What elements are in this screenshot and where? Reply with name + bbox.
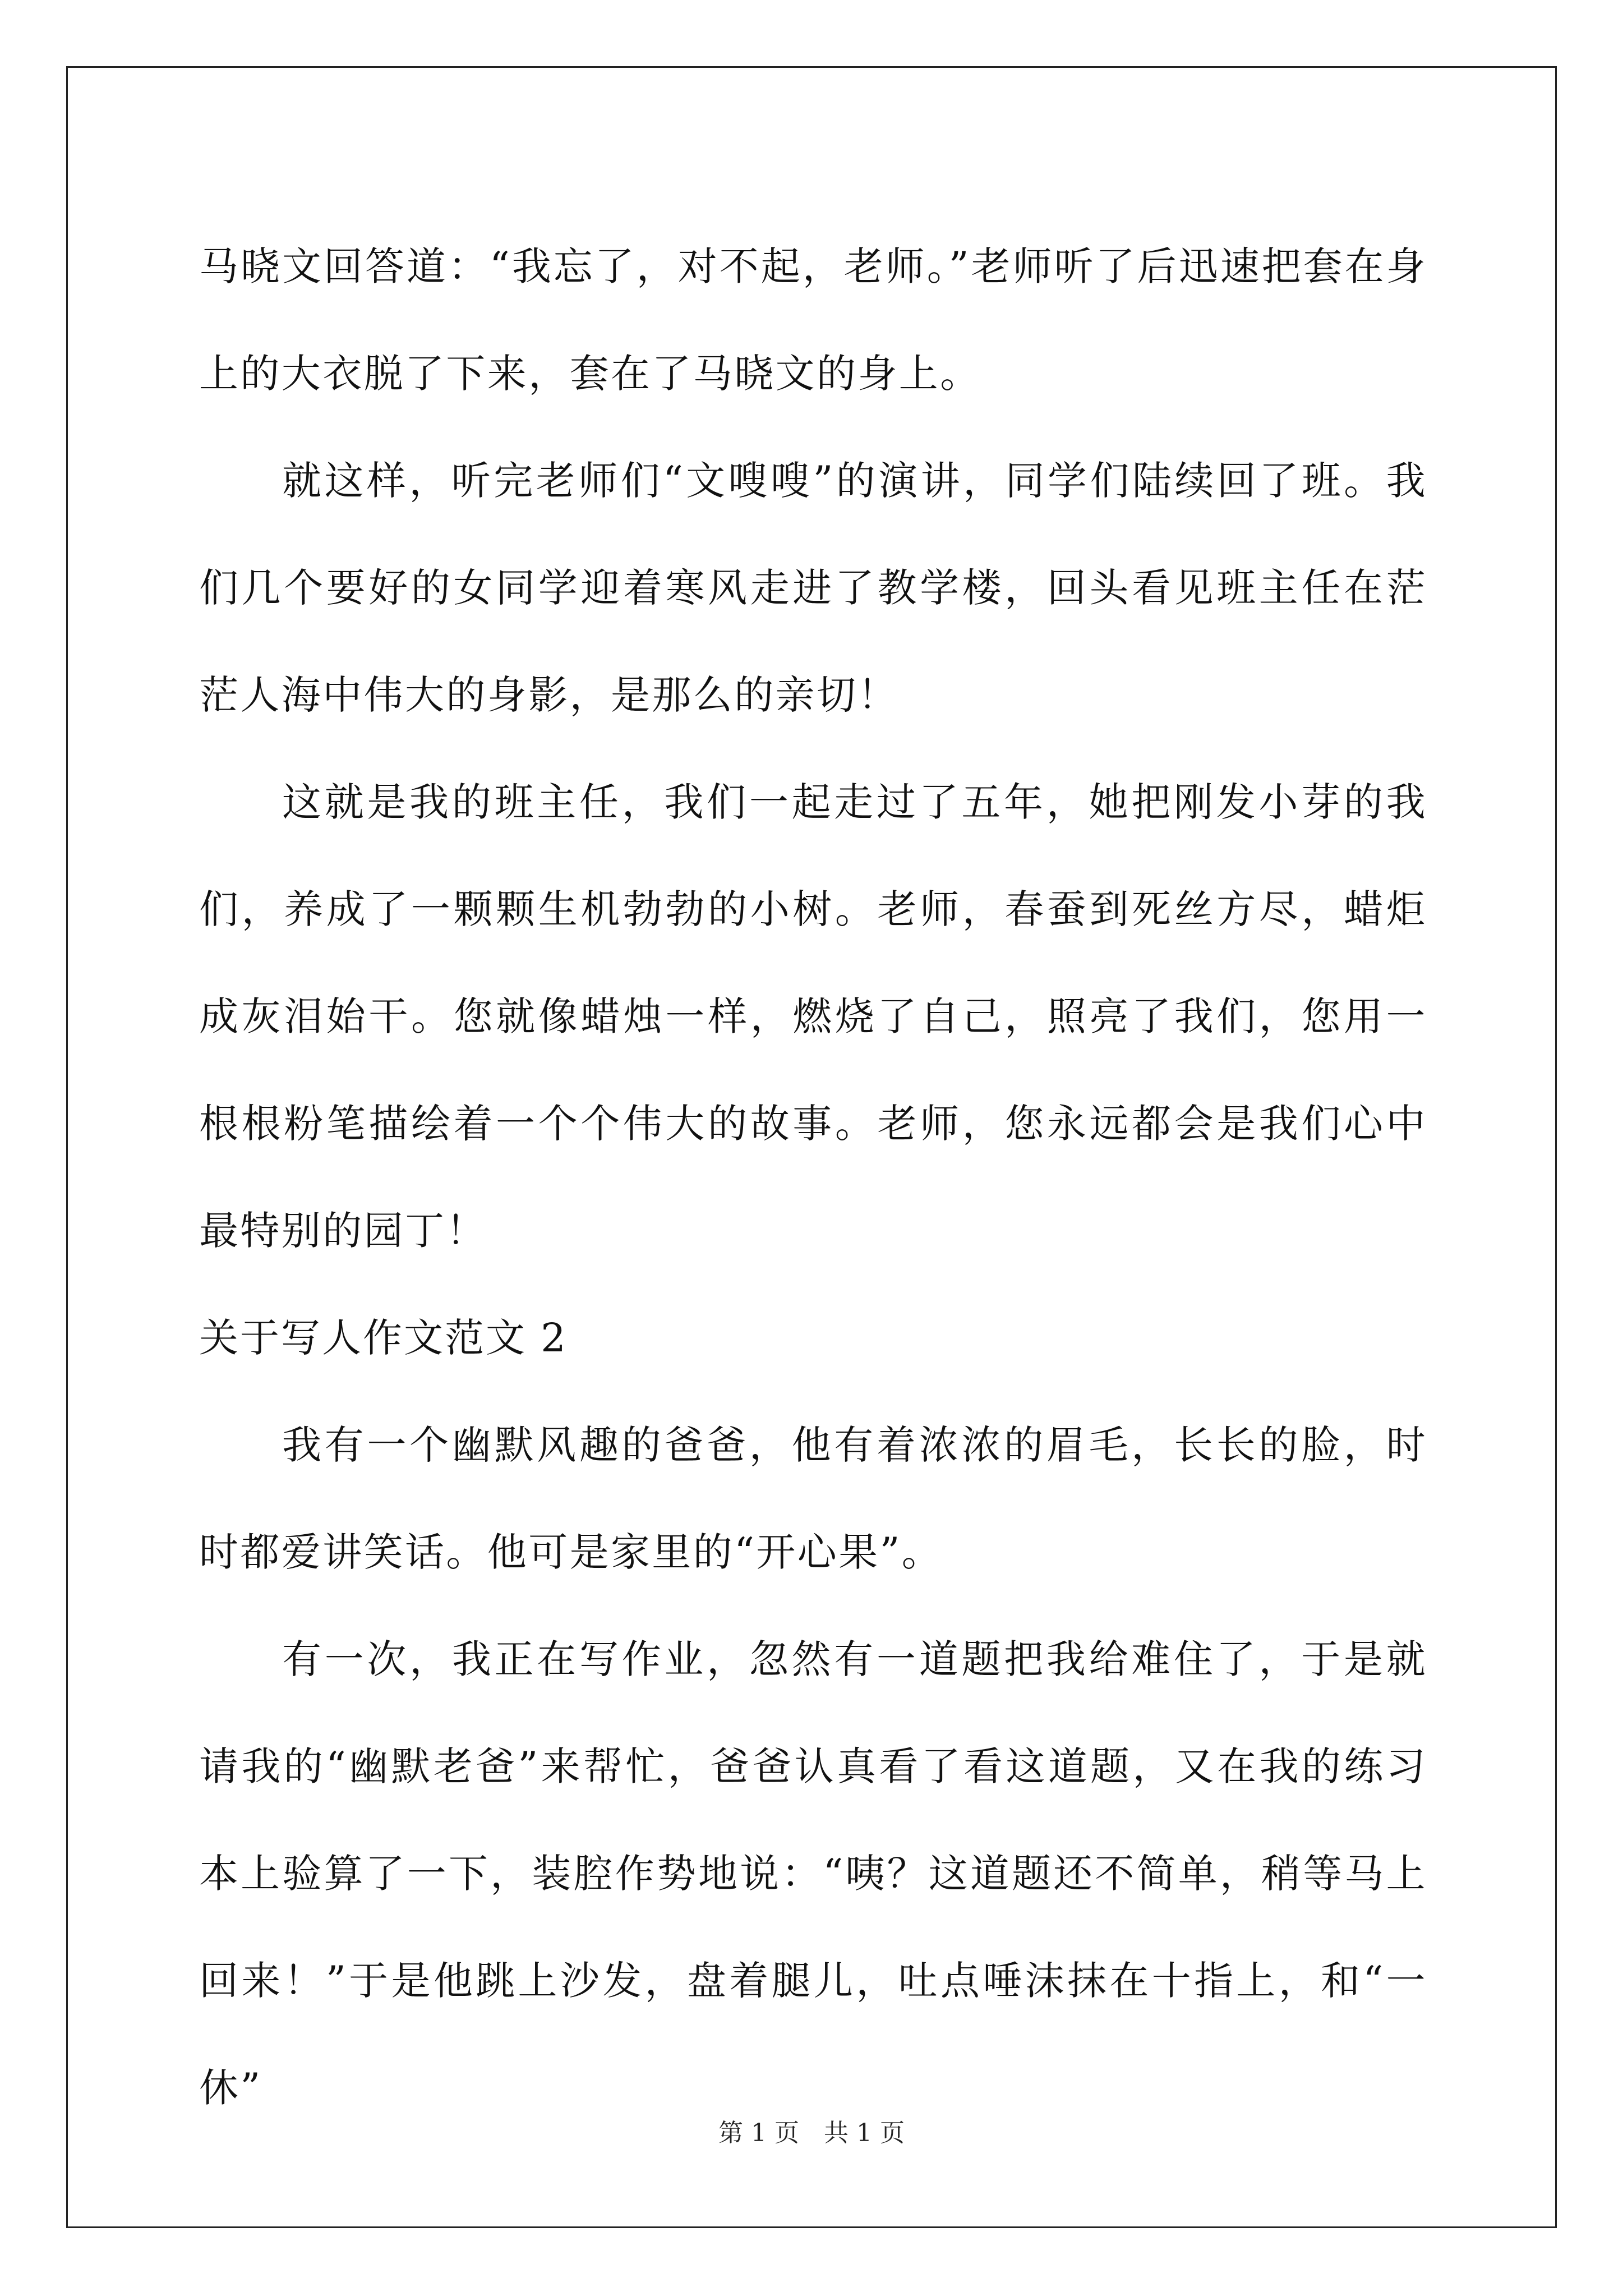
page-footer: 第 1 页 共 1 页 (718, 2119, 905, 2147)
paragraph-4: 我有一个幽默风趣的爸爸，他有着浓浓的眉毛，长长的脸，时时都爱讲笑话。他可是家里的“开心果”。 (199, 1422, 1427, 1575)
paragraph-1: 马晓文回答道：“我忘了，对不起，老师。”老师听了后迅速把套在身上的大衣脱了下来，套在了马晓文的身上。 (199, 243, 1427, 397)
paragraph-2: 就这样，听完老师们“文嗖嗖”的演讲，同学们陆续回了班。我们几个要好的女同学迎着寒风走进了教学楼，回头看见班主任在茫茫人海中伟大的身影，是那么的亲切！ (199, 458, 1427, 718)
paragraph-3: 这就是我的班主任，我们一起走过了五年，她把刚发小芽的我们，养成了一颗颗生机勃勃的小树。老师，春蚕到死丝方尽，蜡炬成灰泪始干。您就像蜡烛一样，燃烧了自己，照亮了我们，您用一根根粉笔描绘着一个个伟大的故事。老师，您永远都会是我们心中最特别的园丁！ (199, 779, 1427, 1254)
section-heading: 关于写人作文范文 2 (199, 1315, 568, 1361)
document-body (199, 213, 1427, 2142)
paragraph-5: 有一次，我正在写作业，忽然有一道题把我给难住了，于是就请我的“幽默老爸”来帮忙，爸爸认真看了看这道题，又在我的练习本上验算了一下，装腔作势地说：“咦？这道题还不简单，稍等马上回来！”于是他跳上沙发，盘着腿儿，吐点唾沫抹在十指上，和“一休” (199, 1636, 1427, 2111)
